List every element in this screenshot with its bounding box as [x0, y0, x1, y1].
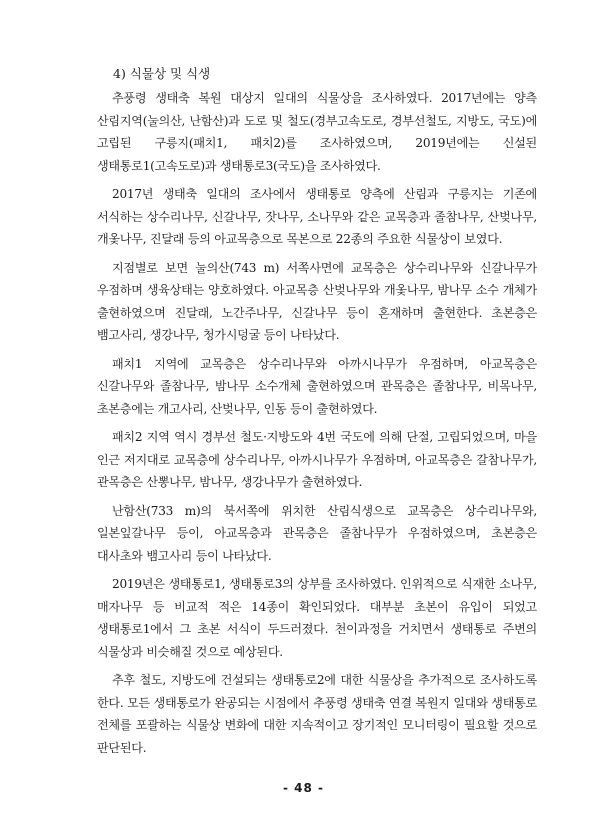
- paragraph-nanhamsan: 난함산(733 m)의 북서쪽에 위치한 산림식생으로 교목층은 상수리나무와, 일본잎갈나무 등이, 아교목층과 관목층은 졸참나무가 우점하였으며, 초본층은 대사초와 뱀고사리 등이 나타났다.: [97, 503, 537, 563]
- section-heading: 4) 식물상 및 식생: [113, 66, 211, 81]
- paragraph-2019-survey: 2019년은 생태통로1, 생태통로3의 상부를 조사하였다. 인위적으로 식재한 소나무, 매자나무 등 비교적 적은 14종이 확인되었다. 대부분 초본이 유입이 되었고 생태통로1에서 그 초본 서식이 두드러졌다. 천이과정을 거치면서 생태통로 주변의 식물상과 비슷해질 것으로 예상된다.: [97, 577, 537, 659]
- page-number: - 48 -: [282, 781, 324, 795]
- paragraph-patch2: 패치2 지역 역시 경부선 철도·지방도와 4번 국도에 의해 단절, 고립되었으며, 마을 인근 저지대로 교목층에 상수리나무, 아까시나무가 우점하며, 아교목층은 갈참나무가, 관목층은 산뽕나무, 밤나무, 생강나무가 출현하였다.: [97, 430, 537, 489]
- body-text: [97, 87, 537, 765]
- paragraph-nuleuisan: 지점별로 보면 눌의산(743 m) 서쪽사면에 교목층은 상수리나무와 신갈나무가 우점하며 생육상태는 양호하였다. 아교목층 산벚나무와 개옻나무, 밤나무 소수 개체가 출현하였으며 진달래, 노간주나무, 신갈나무 등이 혼재하며 출현한다. 초본층은 뱀고사리, 생강나무, 청가시덩굴 등이 나타났다.: [97, 260, 537, 342]
- paragraph-survey-overview: 추풍령 생태축 복원 대상지 일대의 식물상을 조사하였다. 2017년에는 양측 산림지역(눌의산, 난함산)과 도로 및 철도(경부고속도로, 경부선철도, 지방도, 국도)에 고립된 구릉지(패치1, 패치2)를 조사하였으며, 2019년에는 신설된 생태통로1(고속도로)과 생태통로3(국도)을 조사하였다.: [97, 91, 537, 173]
- paragraph-patch1: 패치1 지역에 교목층은 상수리나무와 아까시나무가 우점하며, 아교목층은 신갈나무와 졸참나무, 밤나무 소수개체 출현하였으며 관목층은 졸참나무, 비목나무, 초본층에는 개고사리, 산벚나무, 인동 등이 출현하였다.: [97, 356, 537, 416]
- paragraph-future-monitoring: 추후 철도, 지방도에 건설되는 생태통로2에 대한 식물상을 추가적으로 조사하도록 한다. 모든 생태통로가 완공되는 시점에서 추풍령 생태축 연결 복원지 일대와 생태통로 전체를 포괄하는 식물상 변화에 대한 지속적이고 장기적인 모니터링이 필요할 것으로 판단된다.: [97, 673, 537, 755]
- paragraph-2017-survey: 2017년 생태축 일대의 조사에서 생태통로 양측에 산림과 구릉지는 기존에 서식하는 상수리나무, 신갈나무, 잣나무, 소나무와 같은 교목층과 졸참나무, 산벚나무, 개옻나무, 진달래 등의 아교목층으로 목본으로 22종의 주요한 식물상이 보였다.: [97, 187, 537, 246]
